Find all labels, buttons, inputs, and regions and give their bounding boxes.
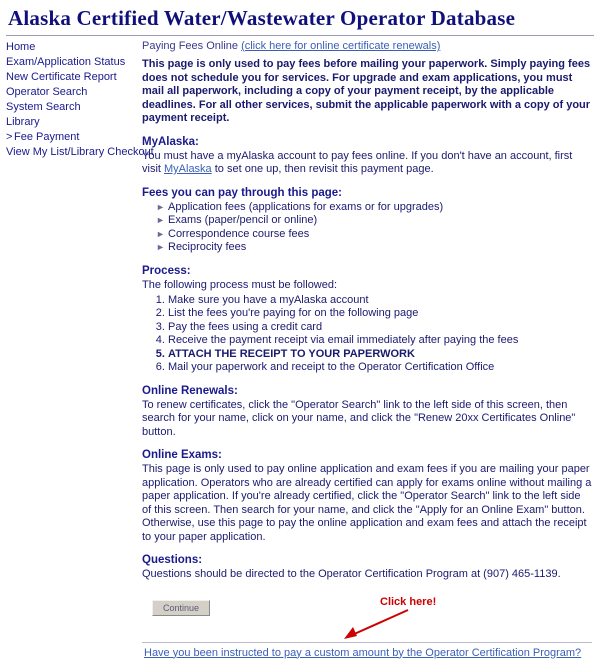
sidebar-item-exam-application-status[interactable]: Exam/Application Status bbox=[6, 56, 126, 68]
list-item: 5. ATTACH THE RECEIPT TO YOUR PAPERWORK bbox=[168, 348, 592, 362]
intro-paragraph: This page is only used to pay fees before mailing your paperwork. Simply paying fees does not schedule you for services. For upgrade and exam applications, you must mail all paperwork, including a copy of your payment receipt, by the applicable deadlines. For all other services, submit the applicable paperwork with a copy of your payment receipt. bbox=[142, 58, 591, 124]
click-here-annotation: Click here! bbox=[380, 595, 437, 608]
process-steps-list bbox=[142, 294, 592, 375]
online-exams-paragraph: This page is only used to pay online application and exam fees if you are mailing your paper application. Operators who are already certified can apply for exams online without mailing a paper application. If you're already certified, click the "Operator Search" link to the left side of this screen. Then search for your name, and click the "Apply for an Online Exam" button. Otherwise, use this page to pay the online application and exam fees and attach the receipt to your paper application. bbox=[142, 463, 592, 543]
myalaska-text-before: You must have a myAlaska account to pay fees online. If you don't have an account, first visit bbox=[142, 149, 573, 175]
arrow-bullet-icon: ► bbox=[156, 228, 165, 239]
fees-item-label: Reciprocity fees bbox=[168, 241, 247, 253]
sidebar-item-system-search[interactable]: System Search bbox=[6, 101, 81, 113]
main-content bbox=[138, 36, 600, 659]
sidebar-item-view-my-list-library-checkout[interactable]: View My List/Library Checkout bbox=[6, 146, 154, 158]
list-item: 2. List the fees you're paying for on the following page bbox=[168, 307, 592, 321]
list-item bbox=[156, 201, 592, 215]
process-subtitle: The following process must be followed: bbox=[142, 278, 338, 291]
page-title: Alaska Certified Water/Wastewater Operator Database bbox=[8, 6, 516, 30]
sidebar-item-fee-payment[interactable] bbox=[6, 130, 138, 145]
list-item bbox=[156, 241, 592, 255]
lead-text: Paying Fees Online bbox=[142, 40, 242, 52]
sidebar-item-library[interactable]: Library bbox=[6, 116, 40, 128]
online-exams-heading: Online Exams: bbox=[142, 449, 222, 461]
fees-item-label: Application fees (applications for exams or for upgrades) bbox=[168, 200, 444, 213]
list-item bbox=[156, 214, 592, 228]
list-item: 6. Mail your paperwork and receipt to the Operator Certification Office bbox=[168, 361, 592, 375]
sidebar-nav bbox=[0, 36, 154, 160]
red-arrow-annotation-icon bbox=[338, 608, 410, 640]
paying-fees-online-heading bbox=[142, 40, 592, 52]
sidebar-item-new-certificate-report[interactable]: New Certificate Report bbox=[6, 71, 117, 83]
custom-amount-link[interactable]: Have you been instructed to pay a custom amount by the Operator Certification Program? bbox=[144, 646, 582, 659]
footer-divider bbox=[142, 642, 592, 643]
sidebar-item-label: Fee Payment bbox=[14, 131, 80, 143]
action-row bbox=[142, 596, 592, 636]
online-certificate-renewals-link[interactable]: (click here for online certificate renewals) bbox=[241, 40, 441, 52]
current-page-marker-icon: > bbox=[6, 131, 13, 143]
online-renewals-heading: Online Renewals: bbox=[142, 384, 238, 397]
continue-button[interactable]: Continue bbox=[152, 600, 210, 616]
myalaska-paragraph bbox=[142, 150, 592, 177]
fees-item-label: Correspondence course fees bbox=[168, 227, 310, 240]
fees-item-label: Exams (paper/pencil or online) bbox=[168, 214, 318, 226]
myalaska-text-after: to set one up, then revisit this payment page. bbox=[211, 163, 434, 175]
list-item: 4. Receive the payment receipt via email immediately after paying the fees bbox=[168, 334, 592, 348]
online-renewals-paragraph: To renew certificates, click the "Operator Search" link to the left side of this screen, then search for your name, click on your name, and click the "Renew 20xx Certificates Online" button. bbox=[142, 398, 576, 438]
fees-heading: Fees you can pay through this page: bbox=[142, 186, 343, 199]
arrow-bullet-icon: ► bbox=[156, 201, 165, 212]
myalaska-heading: MyAlaska: bbox=[142, 135, 199, 148]
arrow-bullet-icon: ► bbox=[156, 215, 165, 225]
list-item: 3. Pay the fees using a credit card bbox=[168, 321, 592, 335]
arrow-bullet-icon: ► bbox=[156, 242, 165, 252]
list-item: 1. Make sure you have a myAlaska account bbox=[168, 294, 592, 308]
list-item bbox=[156, 228, 592, 242]
sidebar-item-operator-search[interactable]: Operator Search bbox=[6, 86, 88, 98]
process-heading: Process: bbox=[142, 264, 191, 277]
body-wrapper bbox=[0, 36, 600, 659]
questions-paragraph: Questions should be directed to the Operator Certification Program at (907) 465-1139. bbox=[142, 568, 561, 580]
myalaska-link[interactable]: MyAlaska bbox=[164, 163, 212, 175]
fees-list bbox=[142, 201, 592, 255]
sidebar-item-home[interactable]: Home bbox=[6, 41, 36, 53]
questions-heading: Questions: bbox=[142, 554, 203, 566]
